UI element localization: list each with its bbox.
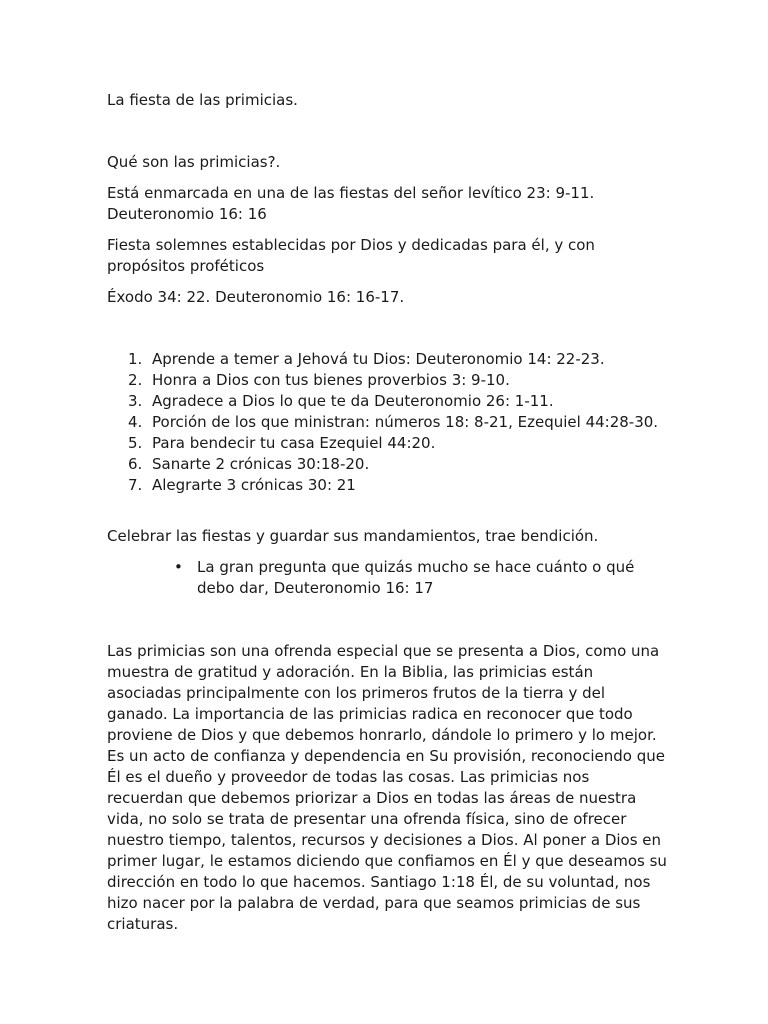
list-item-text: Alegrarte 3 crónicas 30: 21 [152, 476, 356, 494]
list-item [107, 433, 667, 454]
list-item-text: Aprende a temer a Jehová tu Dios: Deuteronomio 14: 22-23. [152, 350, 605, 368]
list-item-text: Honra a Dios con tus bienes proverbios 3: 9-10. [152, 371, 510, 389]
list-item-text: Agradece a Dios lo que te da Deuteronomio 26: 1-11. [152, 392, 554, 410]
list-item-number: 6. [128, 455, 143, 473]
list-item-number: 5. [128, 434, 143, 452]
bullet-icon: • [174, 558, 183, 576]
question-heading: Qué son las primicias?. [107, 153, 281, 171]
list-item-text: Porción de los que ministran: números 18: 8-21, Ezequiel 44:28-30. [152, 413, 659, 431]
paragraph-reference-2: Fiesta solemnes establecidas por Dios y dedicadas para él, y con propósitos proféticos [107, 236, 595, 275]
blessing-paragraph: Celebrar las fiestas y guardar sus mandamientos, trae bendición. [107, 527, 599, 545]
paragraph-reference-3: Éxodo 34: 22. Deuteronomio 16: 16-17. [107, 288, 405, 306]
paragraph-reference-1: Está enmarcada en una de las fiestas del señor levítico 23: 9-11. Deuteronomio 16: 16 [107, 184, 595, 223]
list-item [107, 349, 667, 370]
main-paragraph: Las primicias son una ofrenda especial que se presenta a Dios, como una muestra de gratitud y adoración. En la Biblia, las primicias están asociadas principalmente con los primeros frutos de la tierra y del ganado. La importancia de las primicias radica en reconocer que todo proviene de Dios y que debemos honrarlo, dándole lo primero y lo mejor. Es un acto de confianza y dependencia en Su provisión, reconociendo que Él es el dueño y proveedor de todas las cosas. Las primicias nos recuerdan que debemos priorizar a Dios en todas las áreas de nuestra vida, no solo se trata de presentar una ofrenda física, sino de ofrecer nuestro tiempo, talentos, recursos y decisiones a Dios. Al poner a Dios en primer lugar, le estamos diciendo que confiamos en Él y que deseamos su dirección en todo lo que hacemos. Santiago 1:18 Él, de su voluntad, nos hizo nacer por la palabra de verdad, para que seamos primicias de sus criaturas. [107, 642, 667, 933]
list-item [107, 370, 667, 391]
bullet-item [174, 557, 667, 599]
list-item-number: 4. [128, 413, 143, 431]
list-item-number: 2. [128, 371, 143, 389]
list-item [107, 412, 667, 433]
list-item-number: 7. [128, 476, 143, 494]
document-title: La fiesta de las primicias. [107, 91, 298, 109]
list-item [107, 454, 667, 475]
list-item [107, 475, 667, 496]
list-item-text: Para bendecir tu casa Ezequiel 44:20. [152, 434, 436, 452]
numbered-list [107, 349, 667, 496]
list-item-number: 3. [128, 392, 143, 410]
list-item [107, 391, 667, 412]
list-item-number: 1. [128, 350, 143, 368]
bullet-text: La gran pregunta que quizás mucho se hace cuánto o qué debo dar, Deuteronomio 16: 17 [197, 558, 635, 597]
list-item-text: Sanarte 2 crónicas 30:18-20. [152, 455, 370, 473]
